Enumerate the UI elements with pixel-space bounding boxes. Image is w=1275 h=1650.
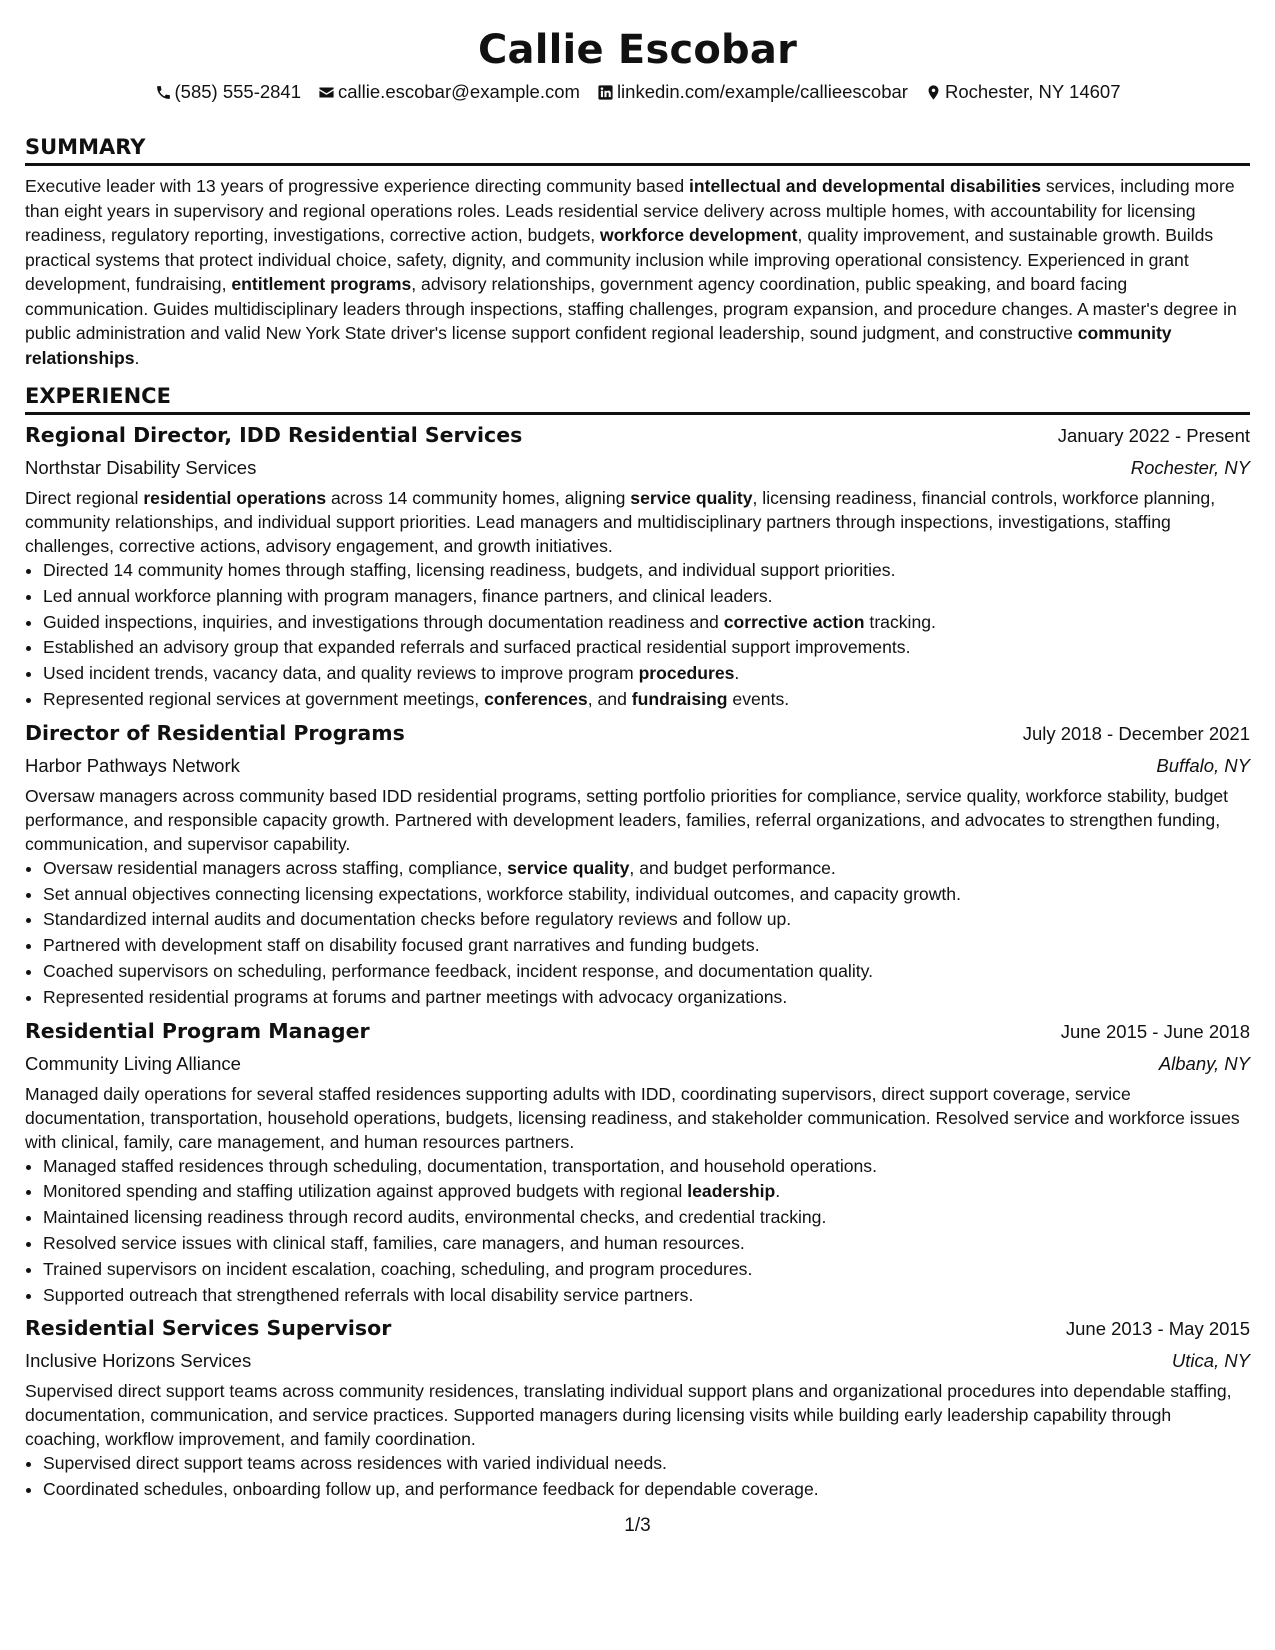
- text-segment: Trained supervisors on incident escalation, coaching, scheduling, and program procedures.: [43, 1258, 753, 1279]
- phone-icon: [155, 84, 172, 101]
- job-company: Community Living Alliance: [25, 1052, 241, 1074]
- text-segment: Standardized internal audits and documentation checks before regulatory reviews and follow up.: [43, 909, 792, 930]
- job-entry: [25, 1316, 1250, 1503]
- job-entry: [25, 721, 1250, 1011]
- bullet-item: [43, 610, 1250, 636]
- text-segment: , advisory relationships, government agency coordination, public speaking, and board facing communication. Guides multidisciplinary leaders through inspections, staffing challenges, program expansion, and procedure changes. A master's degree in public administration and valid New York State driver's license support confident regional leadership, sound judgment, and constructive: [25, 274, 1237, 343]
- job-title: Residential Services Supervisor: [25, 1316, 392, 1341]
- bold-keyword: fundraising: [631, 688, 728, 709]
- job-location: Utica, NY: [1171, 1350, 1250, 1372]
- job-dates: January 2022 - Present: [1057, 425, 1250, 446]
- location-text: Rochester, NY 14607: [944, 81, 1121, 102]
- text-segment: Oversaw managers across community based IDD residential programs, setting portfolio priorities for compliance, service quality, workforce stability, budget performance, and responsible capacity growth. Partnered with development leaders, families, referral organizations, and advocates to strengthen funding, communication, and supervisor capability.: [25, 785, 1229, 854]
- job-header: [25, 1316, 1250, 1346]
- linkedin-icon: [597, 84, 614, 101]
- bullet-item: [43, 1477, 1250, 1503]
- bullet-item: [43, 1179, 1250, 1205]
- text-segment: Direct regional: [25, 488, 144, 508]
- job-description: [25, 784, 1250, 856]
- bold-keyword: residential operations: [143, 488, 327, 508]
- contact-linkedin[interactable]: [597, 78, 908, 106]
- text-segment: Used incident trends, vacancy data, and quality reviews to improve program: [43, 663, 639, 684]
- experience-heading: EXPERIENCE: [25, 383, 1250, 415]
- bold-keyword: leadership: [687, 1181, 776, 1202]
- job-title: Residential Program Manager: [25, 1018, 370, 1043]
- text-segment: Directed 14 community homes through staffing, licensing readiness, budgets, and individual support priorities.: [43, 560, 896, 580]
- text-segment: Led annual workforce planning with program managers, finance partners, and clinical leaders.: [43, 585, 773, 606]
- job-bullets: [25, 1451, 1250, 1503]
- job-entry: [25, 423, 1250, 713]
- job-location: Buffalo, NY: [1156, 754, 1250, 776]
- text-segment: across 14 community homes, aligning: [326, 488, 631, 508]
- job-entry: [25, 1019, 1250, 1309]
- resume-page: [25, 0, 1250, 1503]
- summary-heading: SUMMARY: [25, 134, 1250, 166]
- bold-keyword: procedures: [638, 663, 735, 684]
- bold-keyword: corrective action: [723, 611, 865, 632]
- job-description: [25, 1082, 1250, 1154]
- text-segment: Established an advisory group that expanded referrals and surfaced practical residential support improvements.: [43, 637, 911, 658]
- text-segment: Managed daily operations for several staffed residences supporting adults with IDD, coordinating supervisors, direct support coverage, service documentation, transportation, household operations, budgets, licensing readiness, and stakeholder communication. Resolved service and workforce issues with clinical, family, care management, and human resources partners.: [25, 1083, 1240, 1152]
- text-segment: Set annual objectives connecting licensing expectations, workforce stability, individual outcomes, and capacity growth.: [43, 883, 961, 904]
- text-segment: Supervised direct support teams across community residences, translating individual support plans and organizational procedures into dependable staffing, documentation, communication, and service practices. Supported managers during licensing visits while building early leadership capability through coaching, workflow improvement, and family coordination.: [25, 1381, 1232, 1450]
- text-segment: Maintained licensing readiness through record audits, environmental checks, and credential tracking.: [43, 1207, 827, 1228]
- contact-phone[interactable]: [155, 78, 302, 106]
- job-title: Director of Residential Programs: [25, 720, 405, 745]
- text-segment: .: [734, 663, 740, 684]
- job-description: [25, 486, 1250, 558]
- text-segment: Coordinated schedules, onboarding follow up, and performance feedback for dependable coverage.: [43, 1479, 819, 1500]
- map-pin-icon: [925, 84, 942, 101]
- bullet-item: [43, 1451, 1250, 1477]
- text-segment: .: [775, 1181, 781, 1202]
- candidate-name: Callie Escobar: [477, 27, 797, 73]
- bullet-item: [43, 856, 1250, 882]
- page-number: 1/3: [624, 1515, 651, 1536]
- text-segment: Managed staffed residences through scheduling, documentation, transportation, and household operations.: [43, 1155, 877, 1176]
- bullet-item: [43, 933, 1250, 959]
- job-header: [25, 721, 1250, 751]
- text-segment: Represented residential programs at forums and partner meetings with advocacy organizations.: [43, 986, 788, 1007]
- experience-list: [25, 423, 1250, 1503]
- text-segment: events.: [727, 688, 790, 709]
- job-bullets: [25, 856, 1250, 1011]
- text-segment: , quality improvement, and sustainable growth. Builds practical systems that protect individual choice, safety, dignity, and community inclusion while improving operational consistency. Experienced in grant development, fundraising,: [25, 225, 1214, 294]
- job-description: [25, 1379, 1250, 1451]
- text-segment: Coached supervisors on scheduling, performance feedback, incident response, and documentation quality.: [43, 960, 874, 981]
- text-segment: Partnered with development staff on disability focused grant narratives and funding budgets.: [43, 935, 760, 956]
- bullet-item: [43, 661, 1250, 687]
- text-segment: Resolved service issues with clinical staff, families, care managers, and human resources.: [43, 1232, 745, 1253]
- job-bullets: [25, 1154, 1250, 1309]
- contact-email[interactable]: [318, 78, 580, 106]
- bullet-item: [43, 584, 1250, 610]
- bullet-item: [43, 1283, 1250, 1309]
- bold-keyword: workforce development: [600, 225, 798, 245]
- text-segment: Monitored spending and staffing utilization against approved budgets with regional: [43, 1181, 688, 1202]
- bold-keyword: community relationships: [25, 323, 1172, 368]
- bold-keyword: intellectual and developmental disabilities: [689, 176, 1041, 196]
- job-company: Inclusive Horizons Services: [25, 1350, 252, 1372]
- text-segment: Guided inspections, inquiries, and investigations through documentation readiness and: [43, 611, 724, 632]
- job-subheader: [25, 453, 1250, 483]
- job-bullets: [25, 558, 1250, 713]
- bullet-item: [43, 985, 1250, 1011]
- bullet-item: [43, 558, 1250, 584]
- bold-keyword: entitlement programs: [231, 274, 412, 294]
- email-text: callie.escobar@example.com: [338, 81, 580, 102]
- linkedin-text: linkedin.com/example/callieescobar: [616, 81, 908, 102]
- bullet-item: [43, 1257, 1250, 1283]
- text-segment: Supported outreach that strengthened referrals with local disability service partners.: [43, 1284, 694, 1305]
- contact-bar: [25, 78, 1250, 106]
- text-segment: Represented regional services at government meetings,: [43, 688, 485, 709]
- job-location: Rochester, NY: [1130, 457, 1250, 478]
- text-segment: .: [134, 347, 140, 368]
- text-segment: services, including more than eight years in supervisory and regional operations roles. Leads residential service delivery across multiple homes, with accountability for licensing readiness, regulatory reporting, investigations, corrective action, budgets,: [25, 176, 1235, 245]
- bullet-item: [43, 882, 1250, 908]
- job-location: Albany, NY: [1158, 1052, 1250, 1074]
- job-header: [25, 1019, 1250, 1049]
- job-header: [25, 423, 1250, 453]
- text-segment: Oversaw residential managers across staffing, compliance,: [43, 857, 508, 878]
- bullet-item: [43, 687, 1250, 713]
- envelope-icon: [318, 84, 335, 101]
- text-segment: , licensing readiness, financial controls, workforce planning, community relationships, and individual support priorities. Lead managers and multidisciplinary partners through inspections, investigations, staffing challenges, corrective actions, advisory engagement, and growth initiatives.: [25, 488, 1216, 556]
- bold-keyword: service quality: [630, 488, 753, 508]
- job-subheader: [25, 1346, 1250, 1376]
- bold-keyword: service quality: [507, 857, 630, 878]
- bullet-item: [43, 959, 1250, 985]
- job-company: Harbor Pathways Network: [25, 754, 240, 776]
- bullet-item: [43, 907, 1250, 933]
- text-segment: Supervised direct support teams across residences with varied individual needs.: [43, 1453, 667, 1474]
- job-dates: June 2013 - May 2015: [1065, 1318, 1250, 1340]
- job-company: Northstar Disability Services: [25, 457, 257, 478]
- contact-location: [925, 78, 1121, 106]
- phone-text: (585) 555-2841: [174, 81, 302, 102]
- bullet-item: [43, 1205, 1250, 1231]
- text-segment: tracking.: [864, 611, 936, 632]
- job-subheader: [25, 1049, 1250, 1079]
- job-subheader: [25, 751, 1250, 781]
- text-segment: , and: [587, 688, 632, 709]
- text-segment: , and budget performance.: [629, 857, 836, 878]
- bullet-item: [43, 1154, 1250, 1180]
- summary-text: [25, 174, 1250, 370]
- job-title: Regional Director, IDD Residential Services: [25, 423, 523, 447]
- job-dates: July 2018 - December 2021: [1022, 722, 1250, 744]
- bullet-item: [43, 635, 1250, 661]
- bullet-item: [43, 1231, 1250, 1257]
- job-dates: June 2015 - June 2018: [1060, 1020, 1250, 1042]
- text-segment: Executive leader with 13 years of progressive experience directing community based: [25, 176, 690, 196]
- bold-keyword: conferences: [484, 688, 588, 709]
